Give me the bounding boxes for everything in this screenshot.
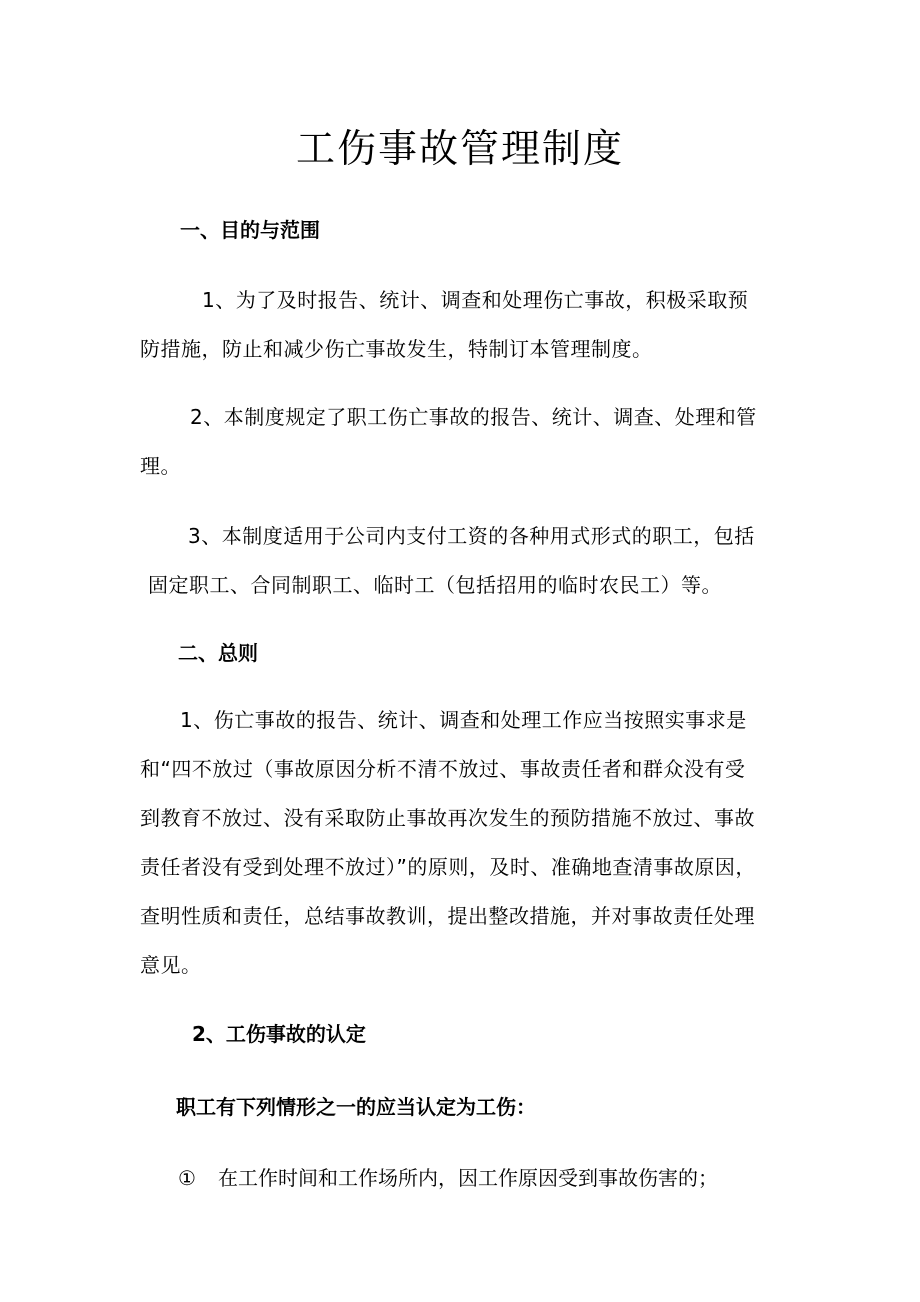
paragraph-line: 理。 [140, 454, 181, 478]
paragraph-line: 2、本制度规定了职工伤亡事故的报告、统计、调查、处理和管 [190, 405, 757, 429]
section-heading-general: 二、总则 [178, 641, 258, 665]
paragraph-line: 1、为了及时报告、统计、调查和处理伤亡事故，积极采取预 [202, 288, 749, 312]
paragraph-applicability [140, 512, 788, 610]
paragraph-purpose [140, 276, 788, 374]
paragraph-line: 意见。 [140, 953, 202, 977]
recognition-lead-text: 职工有下列情形之一的应当认定为工伤： [176, 1095, 536, 1119]
paragraph-line: 3、本制度适用于公司内支付工资的各种用式形式的职工，包括 [188, 524, 755, 548]
paragraph-line: 和“四不放过（事故原因分析不清不放过、事故责任者和群众没有受 [140, 757, 746, 781]
sub-heading-injury-recognition: 2、工伤事故的认定 [192, 1022, 366, 1046]
section-heading-purpose-scope: 一、目的与范围 [180, 218, 320, 242]
paragraph-scope-content [140, 393, 788, 491]
item-text: 在工作时间和工作场所内，因工作原因受到事故伤害的； [218, 1166, 718, 1190]
paragraph-line: 1、伤亡事故的报告、统计、调查和处理工作应当按照实事求是 [180, 708, 747, 732]
recognition-item-1 [178, 1163, 718, 1193]
paragraph-line: 到教育不放过、没有采取防止事故再次发生的预防措施不放过、事故 [140, 806, 755, 830]
paragraph-general-principles [140, 696, 788, 990]
paragraph-line: 固定职工、合同制职工、临时工（包括招用的临时农民工）等。 [148, 573, 722, 597]
paragraph-line: 查明性质和责任，总结事故教训，提出整改措施，并对事故责任处理 [140, 904, 755, 928]
document-title: 工伤事故管理制度 [295, 127, 624, 172]
paragraph-line: 责任者没有受到处理不放过）”的原则，及时、准确地查清事故原因， [140, 855, 756, 879]
paragraph-line: 防措施，防止和减少伤亡事故发生，特制订本管理制度。 [140, 337, 653, 361]
item-marker: ① [178, 1166, 196, 1190]
